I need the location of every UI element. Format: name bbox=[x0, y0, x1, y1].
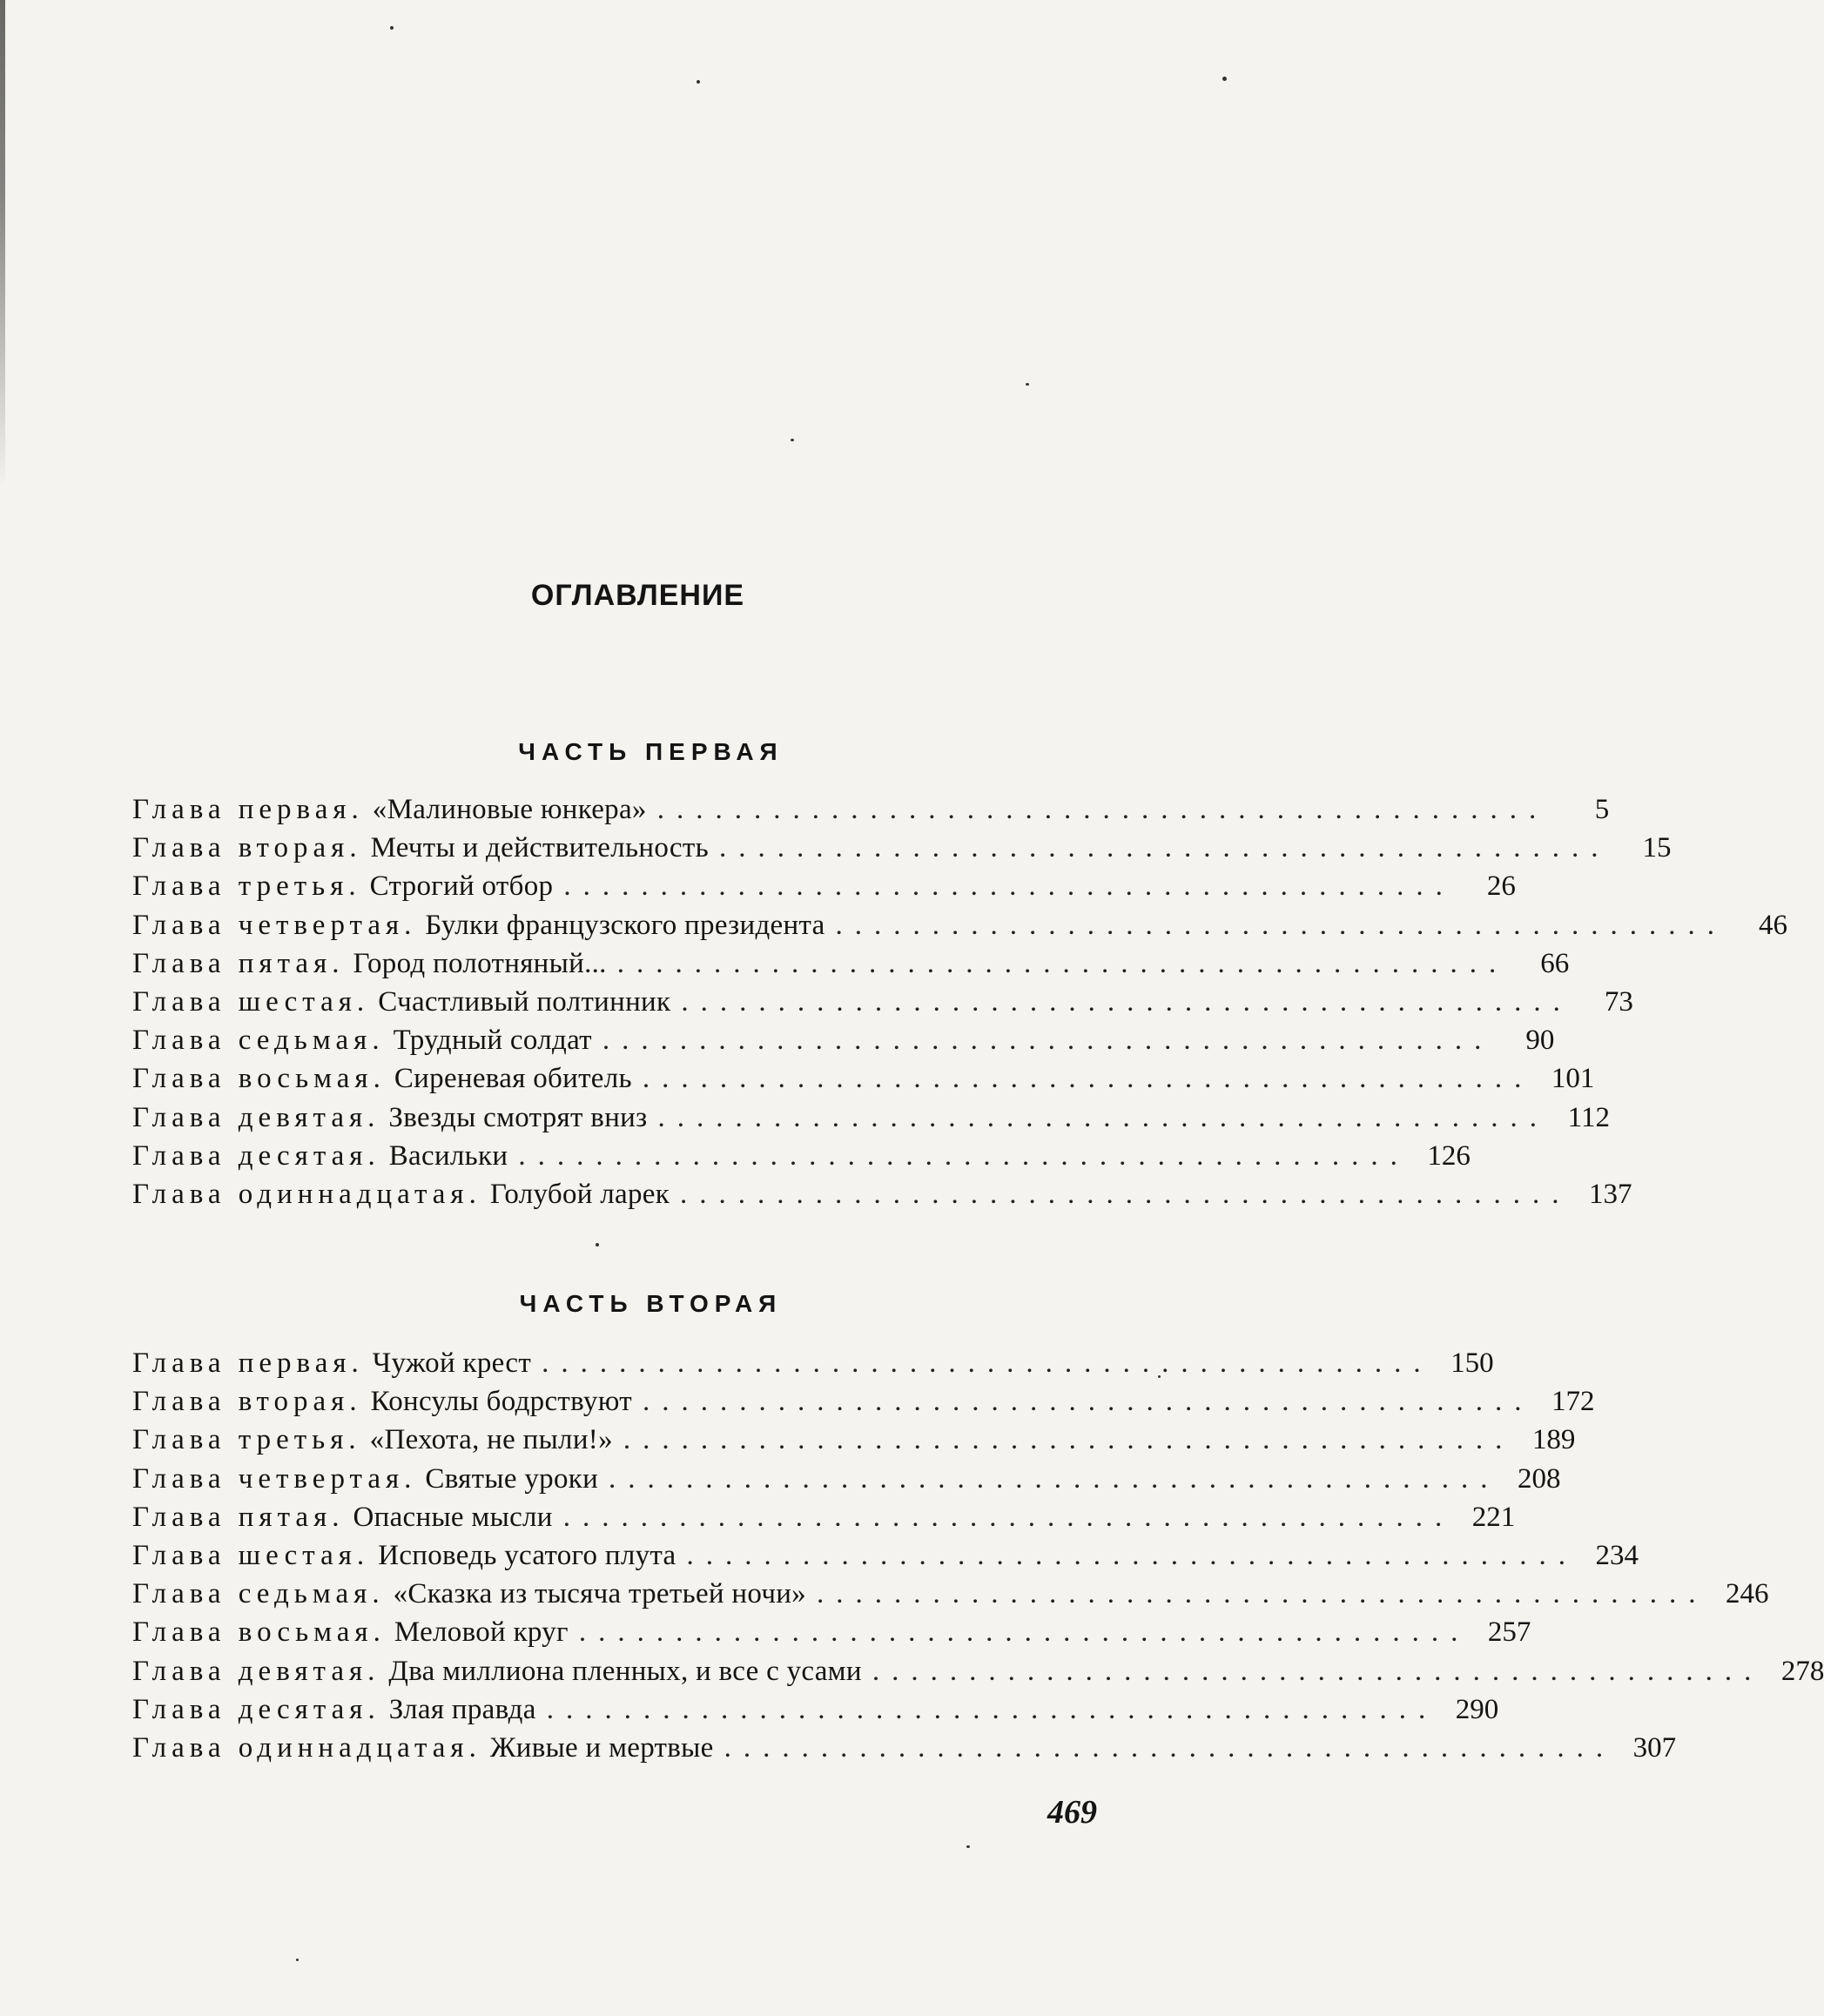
chapter-title: «Сказка из тысяча третьей ночи» bbox=[393, 1578, 806, 1610]
dot-leader: .............................................. bbox=[518, 1139, 1410, 1172]
toc-entry bbox=[132, 1059, 1595, 1098]
toc-entry bbox=[132, 790, 1610, 829]
toc-entry bbox=[132, 1613, 1531, 1651]
toc-title: ОГЛАВЛЕНИЕ bbox=[530, 579, 745, 612]
print-speck bbox=[1026, 383, 1029, 386]
chapter-label: Глава третья. bbox=[132, 870, 361, 903]
dot-leader: .............................................. bbox=[718, 832, 1611, 864]
chapter-title: Живые и мертвые bbox=[489, 1731, 714, 1764]
toc-entry bbox=[132, 1421, 1576, 1459]
chapter-title: Мечты и действительность bbox=[370, 832, 709, 864]
toc-entry bbox=[132, 1099, 1610, 1137]
toc-entry bbox=[132, 1652, 1824, 1690]
page-number: 126 bbox=[1427, 1139, 1471, 1172]
chapter-label: Глава седьмая. bbox=[132, 1578, 385, 1610]
dot-leader: .............................................. bbox=[578, 1616, 1471, 1649]
toc-entry bbox=[132, 1021, 1555, 1059]
toc-entry bbox=[132, 1344, 1494, 1382]
dot-leader: .............................................. bbox=[562, 1501, 1455, 1533]
chapter-title: Консулы бодрствуют bbox=[370, 1386, 632, 1418]
toc-entry bbox=[132, 1575, 1769, 1613]
page-number: 234 bbox=[1595, 1539, 1639, 1571]
chapter-label: Глава девятая. bbox=[132, 1655, 380, 1687]
chapter-title: Опасные мысли bbox=[353, 1501, 553, 1533]
dot-leader: .............................................. bbox=[724, 1731, 1616, 1764]
dot-leader: .............................................. bbox=[602, 1025, 1494, 1057]
toc-entry bbox=[132, 1536, 1639, 1575]
toc-entry bbox=[132, 1460, 1561, 1498]
page-number: 112 bbox=[1567, 1101, 1610, 1133]
chapter-title: Чужой крест bbox=[372, 1347, 532, 1379]
chapter-title: Трудный солдат bbox=[393, 1025, 592, 1057]
chapter-label: Глава десятая. bbox=[132, 1693, 380, 1725]
page-number: 278 bbox=[1780, 1655, 1824, 1687]
print-speck bbox=[390, 26, 394, 30]
dot-leader: .............................................. bbox=[609, 1462, 1500, 1495]
page-number: 5 bbox=[1594, 794, 1610, 825]
dot-leader: .............................................. bbox=[680, 1178, 1572, 1210]
dot-leader: .............................................. bbox=[623, 1424, 1515, 1456]
toc-entry bbox=[132, 1690, 1499, 1729]
dot-leader: .............................................. bbox=[835, 909, 1727, 941]
chapter-label: Глава вторая. bbox=[132, 1386, 362, 1418]
print-speck bbox=[596, 1243, 599, 1247]
dot-leader: .............................................. bbox=[656, 794, 1549, 825]
chapter-label: Глава вторая. bbox=[132, 832, 362, 864]
chapter-label: Глава одиннадцатая. bbox=[132, 1178, 481, 1210]
part-one-heading: ЧАСТЬ ПЕРВАЯ bbox=[518, 738, 784, 765]
chapter-title: Булки французского президента bbox=[425, 909, 825, 941]
toc-entry bbox=[132, 1729, 1677, 1767]
part-two-chapter-list bbox=[132, 1344, 1824, 1767]
dot-leader: .............................................. bbox=[657, 1101, 1549, 1133]
page-number: 221 bbox=[1471, 1501, 1516, 1533]
toc-entry bbox=[132, 983, 1633, 1021]
toc-entry bbox=[132, 867, 1516, 905]
dot-leader: .............................................. bbox=[872, 1655, 1764, 1687]
chapter-label: Глава четвертая. bbox=[132, 909, 417, 941]
toc-entry bbox=[132, 1382, 1595, 1421]
print-speck bbox=[296, 1959, 299, 1961]
page-number: 257 bbox=[1487, 1616, 1531, 1649]
toc-entry bbox=[132, 1498, 1516, 1536]
dot-leader: .............................................. bbox=[642, 1386, 1534, 1418]
page-number: 15 bbox=[1642, 832, 1672, 864]
page-number: 307 bbox=[1632, 1731, 1677, 1764]
page-folio-number: 469 bbox=[1047, 1794, 1097, 1831]
chapter-label: Глава третья. bbox=[132, 1424, 361, 1456]
page-number: 208 bbox=[1518, 1462, 1561, 1495]
dot-leader: .............................................. bbox=[642, 1063, 1534, 1095]
page-number: 172 bbox=[1551, 1386, 1595, 1418]
chapter-title: Голубой ларек bbox=[489, 1178, 670, 1210]
print-speck bbox=[791, 439, 794, 441]
dot-leader: .............................................. bbox=[616, 947, 1509, 979]
chapter-title: Святые уроки bbox=[425, 1462, 599, 1495]
toc-entry bbox=[132, 1175, 1632, 1213]
chapter-label: Глава четвертая. bbox=[132, 1462, 417, 1495]
dot-leader: .............................................. bbox=[563, 870, 1455, 903]
toc-entry bbox=[132, 1137, 1471, 1175]
page-number: 246 bbox=[1725, 1578, 1769, 1610]
chapter-label: Глава пятая. bbox=[132, 947, 345, 979]
print-speck bbox=[966, 1845, 970, 1848]
dot-leader: .............................................. bbox=[542, 1347, 1433, 1379]
dot-leader: .............................................. bbox=[686, 1539, 1578, 1571]
chapter-title: Сиреневая обитель bbox=[394, 1063, 632, 1095]
page-number: 137 bbox=[1589, 1178, 1632, 1210]
dot-leader: .............................................. bbox=[816, 1578, 1708, 1610]
chapter-label: Глава шестая. bbox=[132, 1539, 370, 1571]
chapter-label: Глава одиннадцатая. bbox=[132, 1731, 481, 1764]
page-number: 73 bbox=[1604, 985, 1633, 1018]
chapter-label: Глава пятая. bbox=[132, 1501, 345, 1533]
chapter-label: Глава десятая. bbox=[132, 1139, 380, 1172]
chapter-label: Глава шестая. bbox=[132, 985, 370, 1018]
page-number: 101 bbox=[1551, 1063, 1595, 1095]
chapter-title: Звезды смотрят вниз bbox=[388, 1101, 648, 1133]
chapter-label: Глава восьмая. bbox=[132, 1063, 386, 1095]
toc-entry bbox=[132, 829, 1672, 867]
print-speck bbox=[697, 80, 700, 84]
page-edge-shadow bbox=[0, 0, 5, 487]
page-number: 90 bbox=[1525, 1025, 1555, 1057]
chapter-title: Город полотняный... bbox=[353, 947, 607, 979]
chapter-label: Глава восьмая. bbox=[132, 1616, 386, 1649]
chapter-title: Исповедь усатого плута bbox=[378, 1539, 676, 1571]
part-one-chapter-list bbox=[132, 790, 1788, 1213]
dot-leader: .............................................. bbox=[546, 1693, 1438, 1725]
chapter-label: Глава первая. bbox=[132, 1347, 364, 1379]
page-number: 26 bbox=[1486, 870, 1516, 903]
part-two-heading: ЧАСТЬ ВТОРАЯ bbox=[519, 1290, 783, 1317]
chapter-title: Меловой круг bbox=[394, 1616, 569, 1649]
chapter-title: Строгий отбор bbox=[369, 870, 554, 903]
print-speck bbox=[1222, 77, 1227, 81]
page-number: 66 bbox=[1540, 947, 1570, 979]
page-number: 46 bbox=[1759, 909, 1788, 941]
toc-entry bbox=[132, 944, 1570, 983]
page-number: 150 bbox=[1450, 1347, 1494, 1379]
page-number: 290 bbox=[1455, 1693, 1499, 1725]
chapter-title: «Пехота, не пыли!» bbox=[369, 1424, 613, 1456]
chapter-title: Злая правда bbox=[388, 1693, 536, 1725]
page-number: 189 bbox=[1531, 1424, 1576, 1456]
dot-leader: .............................................. bbox=[681, 985, 1572, 1018]
chapter-title: Два миллиона пленных, и все с усами bbox=[388, 1655, 862, 1687]
chapter-label: Глава первая. bbox=[132, 794, 364, 825]
chapter-label: Глава седьмая. bbox=[132, 1025, 385, 1057]
chapter-label: Глава девятая. bbox=[132, 1101, 380, 1133]
chapter-title: «Малиновые юнкера» bbox=[372, 794, 647, 825]
toc-entry bbox=[132, 906, 1788, 944]
chapter-title: Счастливый полтинник bbox=[378, 985, 671, 1018]
chapter-title: Васильки bbox=[388, 1139, 508, 1172]
